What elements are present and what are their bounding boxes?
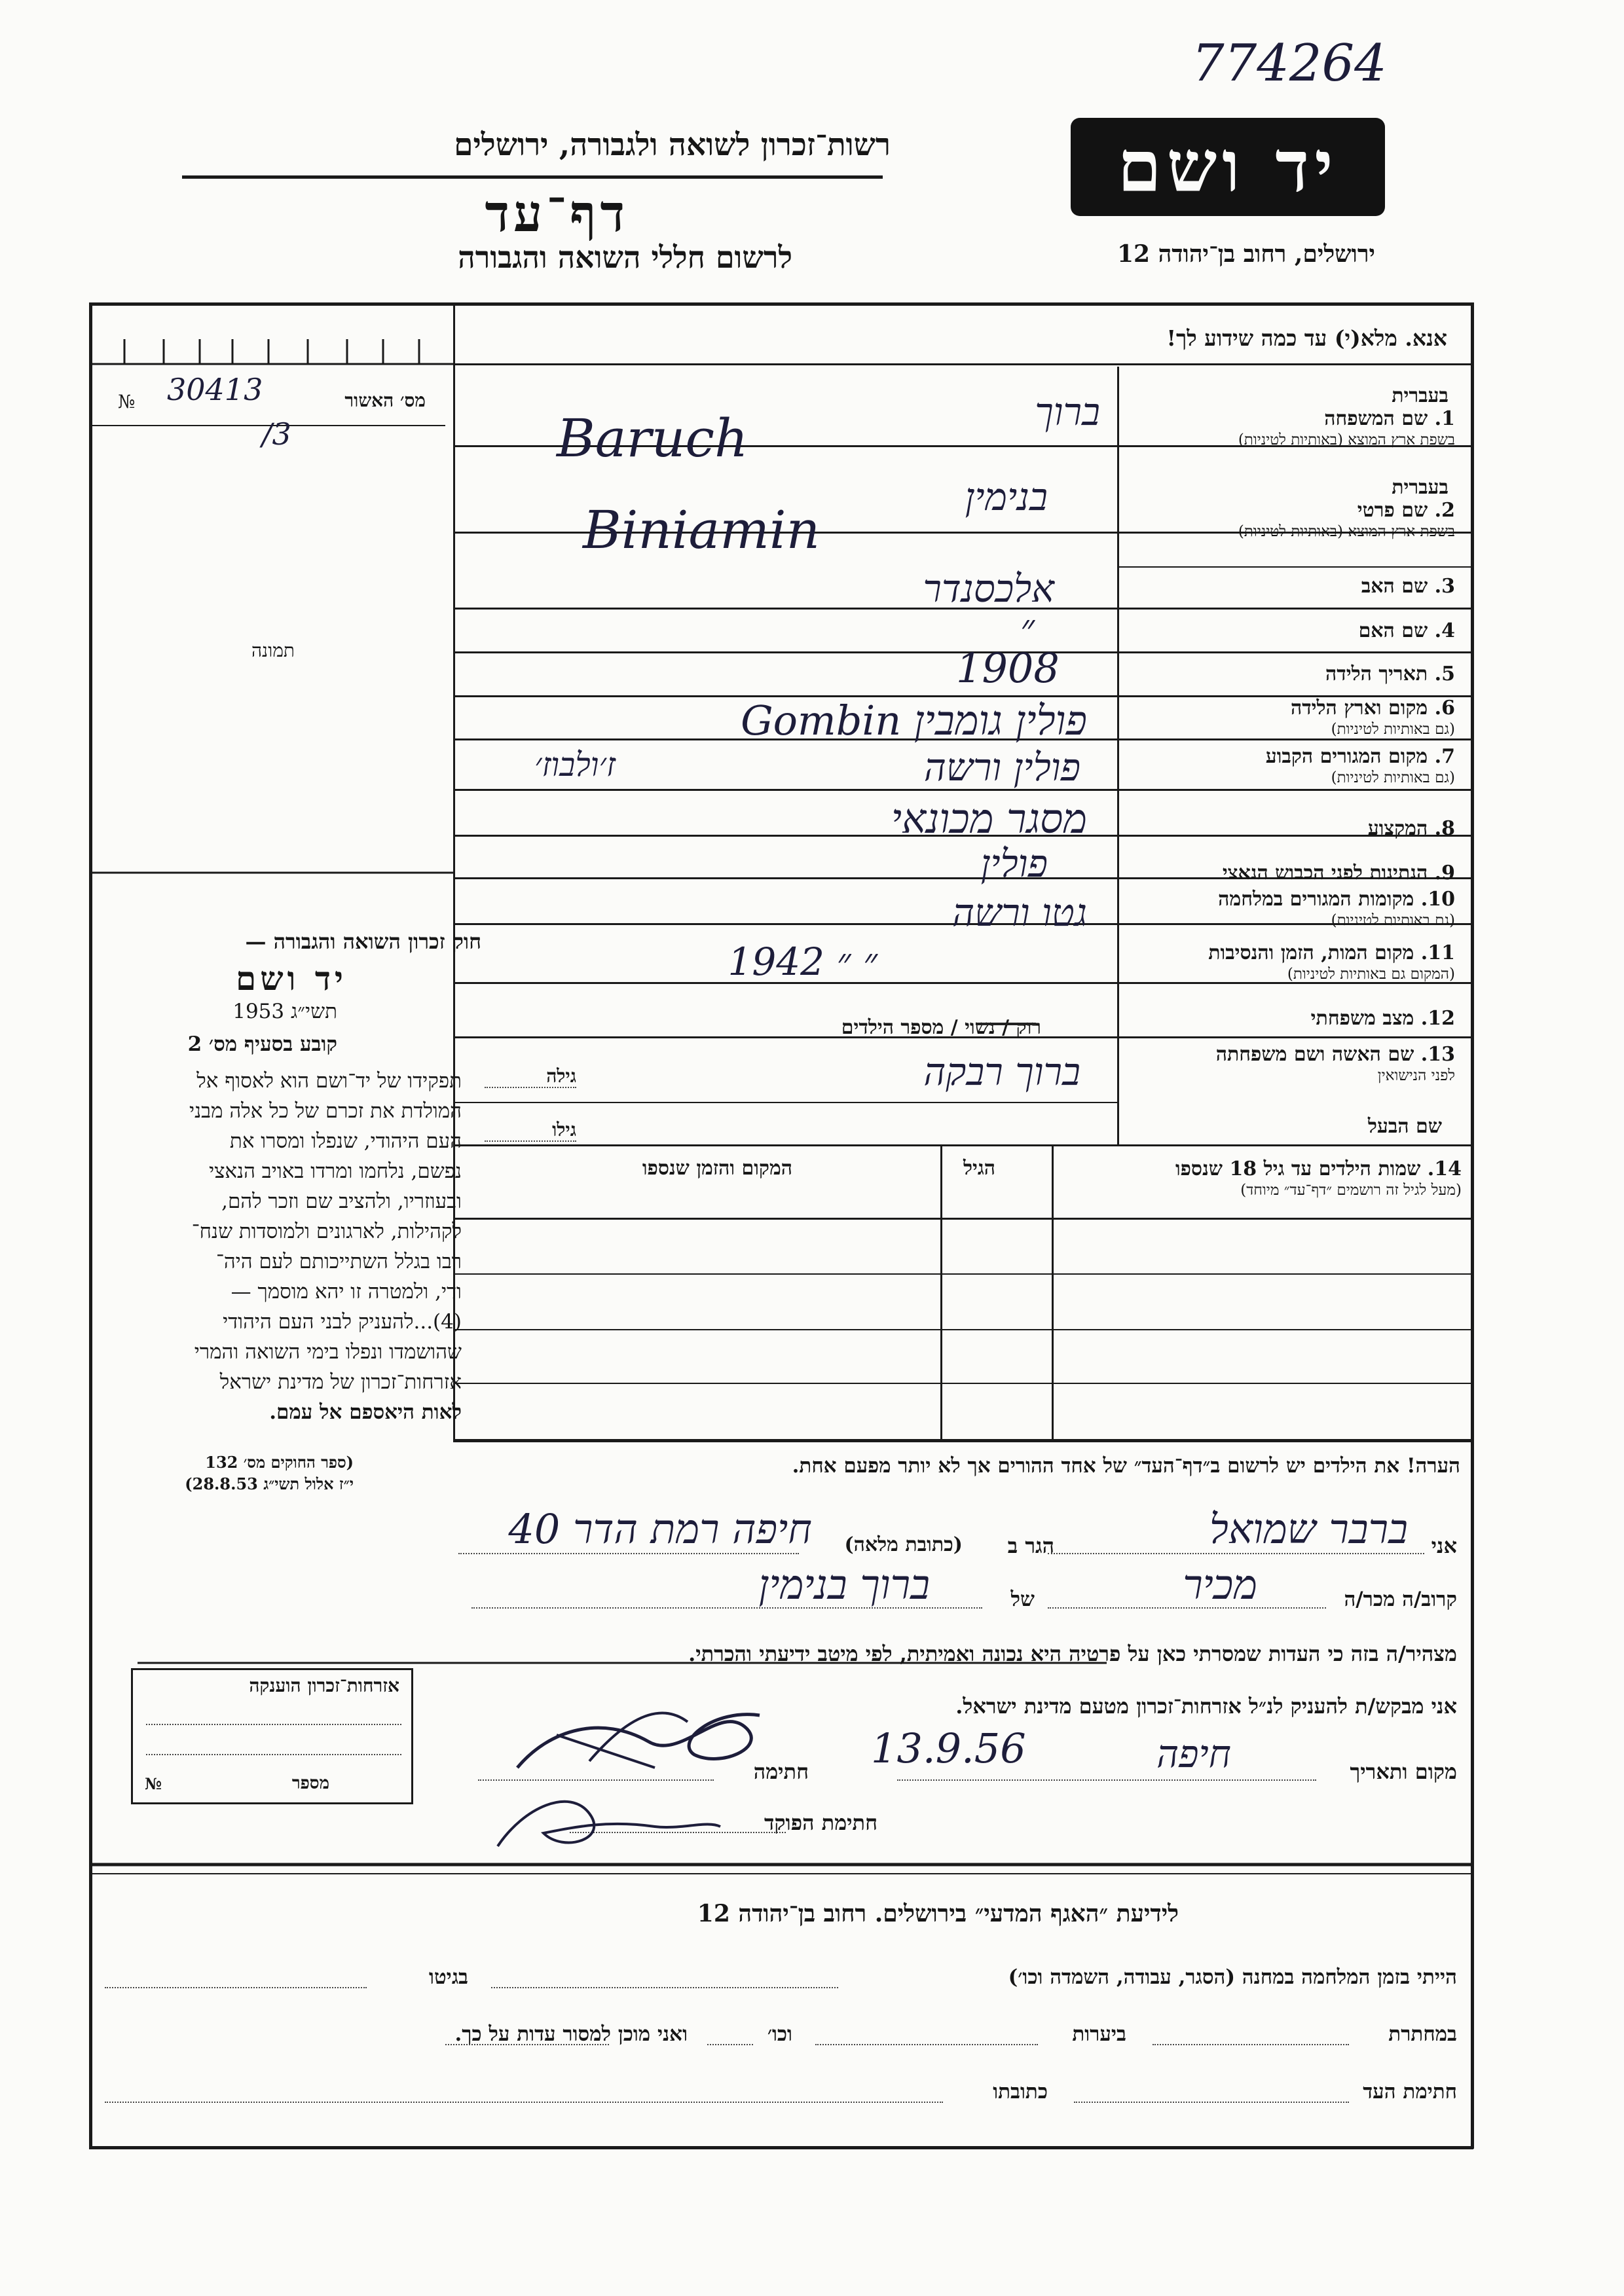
family-name-latin: Baruch (557, 408, 748, 469)
request-text: אני מבקש/ת להעניק לנ״ל אזרחות־זכרון מטעם מדינת ישראל. (955, 1694, 1457, 1719)
institution-name: רשות־זכרון לשואה ולגבורה, ירושלים (454, 127, 891, 163)
first-name-latin: Biniamin (583, 500, 821, 560)
field-7-label: 7. מקום המגורים הקבוע (גם באותיות לטיניות) (1265, 745, 1455, 786)
form-subtitle: לרשום חללי השואה והגבורה (458, 240, 792, 275)
subject-name: ברוך בנימין (758, 1561, 930, 1609)
law-text: תפקידו של יד־ושם הוא לאסוף אל המולדת את זכרם של כל אלה מבני העם היהודי, שנפלו ומסרו את נפשם, נלחמו ומרדו באויב הנאצי ובעוזריו, ולהציב שם וזכר להם, לקהילות, לארגונים ולמוסדות שנח־ רבו בגלל השתייכותם לעם היה־ ודי, ולמטרה זו יהא מוסמך — (4)...להעניק לבני העם היהודי שהושמדו ונפלו בימי השואה והמרי אזרחות־זכרון של מדינת ישראל לאות היאספם אל עמם. (189, 1069, 462, 1424)
field-13-label: 13. שם האשה ושם משפחתה לפני הנישואין (1215, 1043, 1455, 1084)
footer-line2-a: במחתרת (1388, 2022, 1457, 2046)
approval-no-mark: № (118, 391, 136, 412)
approval-label: מס׳ האשור (344, 390, 426, 411)
field-8-label: 8. המקצוע (1367, 817, 1455, 840)
declaration-text: מצהיר/ה בזה כי העדות שמסרתי כאן על פרטיה היא נכונה ואמיתית, לפי מיטב ידיעתי והכרתי. (688, 1641, 1457, 1666)
law-name: יד ושם (236, 959, 347, 998)
form-title: דף־עד (485, 184, 629, 244)
relation-label: קרוב/ה מכר/ה (1344, 1588, 1457, 1611)
official-signature-label: חתימת הפוקד (764, 1810, 877, 1835)
photo-label: תמונה (251, 640, 295, 661)
field-1-label: בעברית 1. שם המשפחה בשפת ארץ המוצא (באותיות לטיניות) (1238, 384, 1455, 448)
footer-line2-b: ביערות (1072, 2022, 1126, 2046)
approval-number: 30413 (167, 372, 263, 407)
footer-line2-c: וכו׳ (767, 2022, 792, 2046)
birth-place-value: פולין גומבין Gombin (741, 697, 1087, 744)
field-12-label: 12. מצב משפחתי (1310, 1007, 1455, 1030)
footer-heading: לידיעת ״האגף המדעי״ בירושלים. רחוב בן־יהודה 12 (697, 1900, 1179, 1927)
archive-number: 774264 (1192, 34, 1387, 93)
law-section: קובע בסעיף מס׳ 2 (187, 1032, 337, 1056)
footer-line2-d: ואני מוכן למסור עדות על כך. (454, 2022, 688, 2046)
field-11-label: 11. מקום המות, הזמן והנסיבות (המקום גם באותיות לטיניות) (1208, 941, 1455, 983)
instruction: אנא. מלא(י) עד כמה שידוע לך! (1166, 325, 1447, 351)
children-place-header: המקום והזמן שנספו (642, 1157, 792, 1180)
field-10-label: 10. מקומות המגורים במלחמה (גם באותיות לטיניות) (1218, 888, 1455, 929)
wife-age-label: גילה (546, 1065, 576, 1087)
declarant-ani: אני (1431, 1533, 1457, 1558)
husband-name-label: שם הבעל (1367, 1115, 1442, 1138)
footer-line1-a: הייתי בזמן המלחמה במחנה (הסגר, עבודה, השמדה וכו׳) (1008, 1965, 1457, 1989)
footer-line3-b: כתובתו (993, 2080, 1048, 2104)
residence-value-2: ז׳ולבוז׳ (534, 746, 616, 784)
yad-vashem-logo: יד ושם (1071, 118, 1385, 216)
field-9-label: 9. הנתינות לפני הכבוש הנאצי (1222, 862, 1455, 884)
citizenship-box-title: אזרחות־זכרון הוענקה (249, 1675, 399, 1696)
address-label: (כתובת מלאה) (844, 1533, 963, 1556)
footer-line1-b: בגיטו (429, 1965, 468, 1989)
residence-value: פולין ורשה (923, 745, 1080, 790)
declarant-name: ברבר שמואל (1209, 1505, 1408, 1553)
law-year: תשי״ג 1953 (232, 1000, 337, 1023)
signature-label: חתימה (753, 1759, 809, 1784)
of-label: של (1010, 1588, 1035, 1611)
wartime-residence-value: גטו ורשה (952, 890, 1087, 935)
field-4-label: 4. שם האם (1358, 619, 1455, 642)
first-name-hebrew: בנימין (965, 475, 1048, 519)
resides-in-label: הגר ב (1007, 1533, 1054, 1558)
citizenship-value: פולין (980, 841, 1048, 886)
husband-age-label: גילו (552, 1119, 576, 1140)
father-name-value: אלכסנדר (923, 566, 1054, 611)
law-title: חוק זכרון השואה והגבורה — (245, 929, 481, 954)
citizenship-box-no: № (145, 1774, 162, 1793)
field-3-label: 3. שם האב (1361, 575, 1455, 598)
declaration-place: חיפה (1156, 1732, 1231, 1776)
field-5-label: 5. תאריך הלידה (1325, 663, 1455, 685)
field-2-label: בעברית 2. שם פרטי בשפת ארץ המוצא (באותיות לטיניות) (1238, 476, 1455, 540)
footer-line3-a: חתימת העד (1363, 2080, 1457, 2104)
mother-name-value: ״ (1020, 606, 1035, 650)
declarant-address: חיפה רמת הדר 40 (508, 1505, 812, 1553)
children-age-header: הגיל (963, 1157, 995, 1180)
place-date-label: מקום ותאריך (1350, 1759, 1457, 1784)
relation-value: מכיר (1183, 1561, 1257, 1609)
law-citation-2: י״ז אלול תשי״ג 28.8.53) (185, 1474, 354, 1493)
marital-status-options: רוק / נשוי / מספר הילדים (841, 1016, 1041, 1039)
note: הערה! את הילדים יש לרשום ב״דף־העד״ של אחד ההורים אך לא יותר מפעם אחת. (792, 1454, 1460, 1478)
birth-date-value: 1908 (956, 644, 1060, 692)
field-6-label: 6. מקום וארץ הלידה (גם באותיות לטיניות) (1290, 697, 1455, 738)
citizenship-box (131, 1668, 413, 1804)
death-details-value: ״ ״ 1942 (728, 939, 877, 984)
profession-value: מסגר מכונאי (891, 795, 1087, 843)
family-name-hebrew: ברוך (1035, 390, 1100, 434)
approval-suffix: /3 (262, 416, 291, 452)
declaration-date: 13.9.56 (871, 1724, 1026, 1772)
children-label: 14. שמות הילדים עד גיל 18 שנספו (מעל לגיל זה רושמים ״דף־עד״ מיוחד) (1175, 1157, 1462, 1199)
address: ירושלים, רחוב בן־יהודה 12 (1116, 240, 1375, 268)
wife-name-value: ברוך רבקה (923, 1049, 1080, 1094)
citizenship-box-number-label: מספר (291, 1774, 329, 1793)
law-citation-1: (ספר החוקים מס׳ 132 (205, 1453, 354, 1472)
